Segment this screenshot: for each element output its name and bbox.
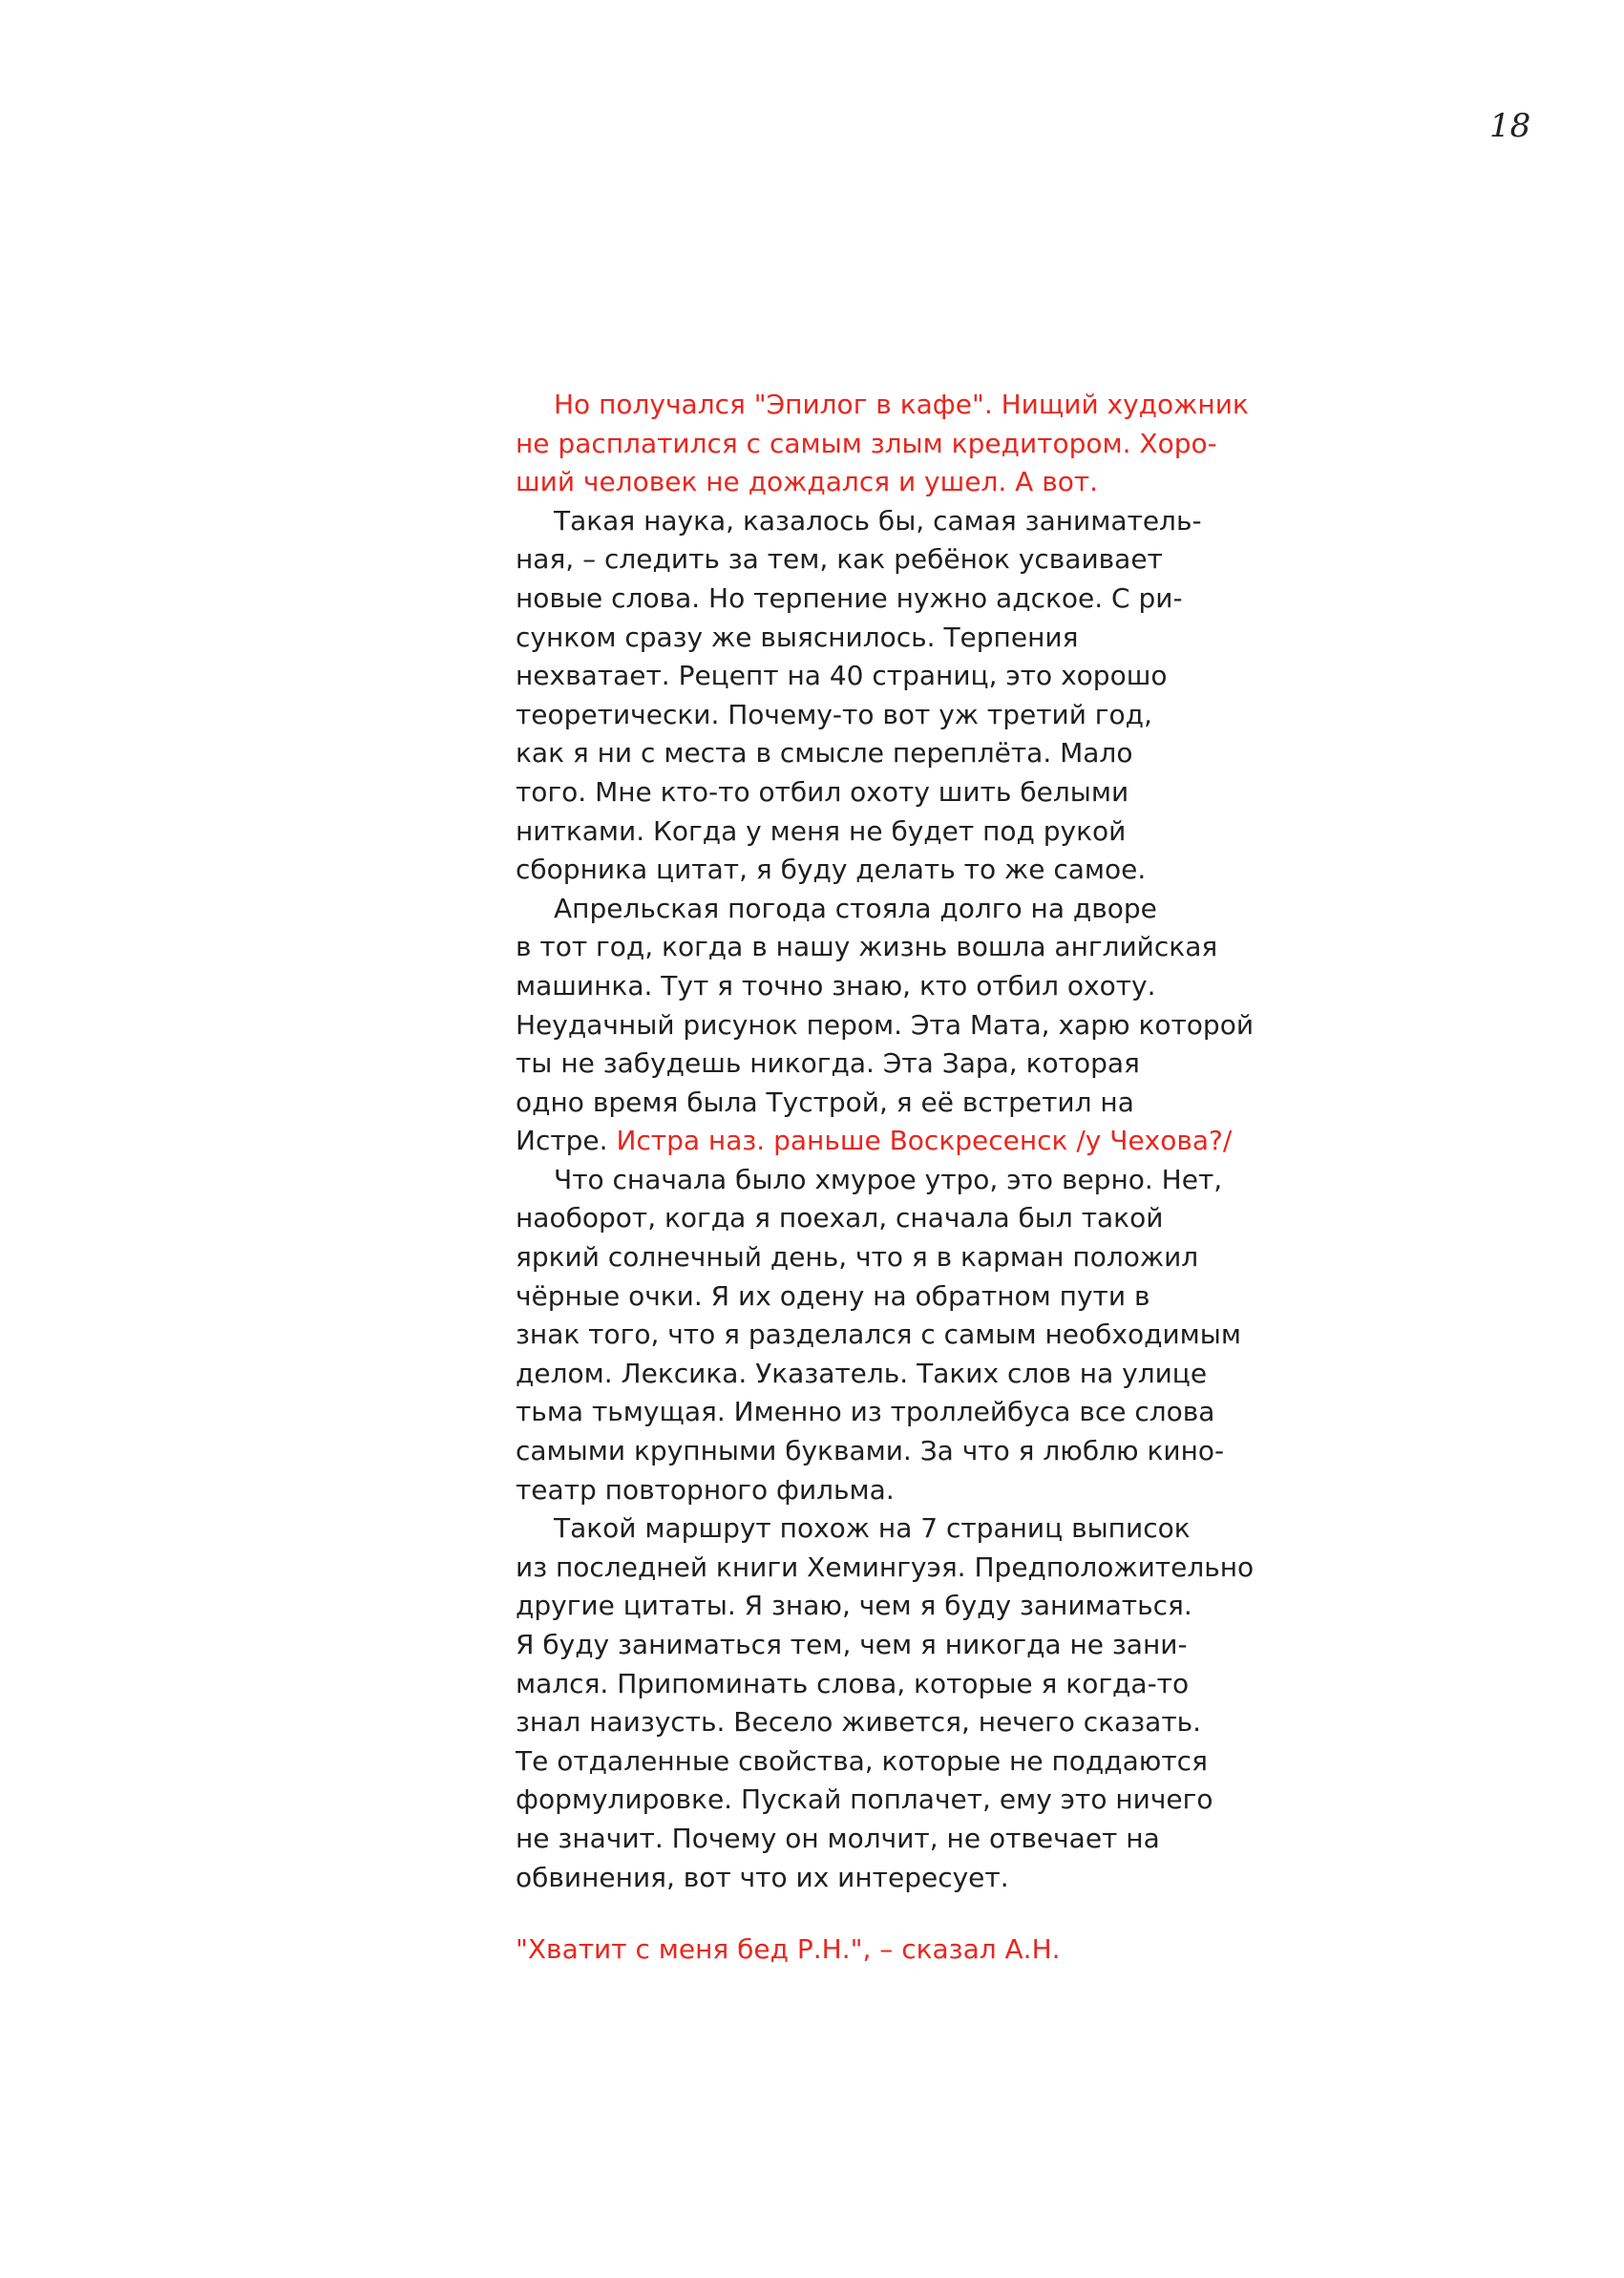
body-text-segment: яркий солнечный день, что я в карман положил	[516, 1241, 1199, 1274]
body-text-segment: Такой маршрут похож на 7 страниц выписок	[554, 1512, 1191, 1545]
text-line	[516, 1084, 1279, 1123]
body-text-segment: не значит. Почему он молчит, не отвечает на	[516, 1822, 1160, 1854]
body-text-segment: теоретически. Почему-то вот уж третий год,	[516, 698, 1152, 730]
text-line	[516, 1703, 1279, 1742]
text-line	[516, 1122, 1279, 1161]
text-line	[516, 1044, 1279, 1084]
body-text-segment: делом. Лексика. Указатель. Таких слов на улице	[516, 1357, 1208, 1389]
body-text-segment: сунком сразу же выяснилось. Терпения	[516, 621, 1079, 653]
body-text-segment: в тот год, когда в нашу жизнь вошла английская	[516, 931, 1218, 963]
body-text-segment: одно время была Тустрой, я её встретил на	[516, 1086, 1134, 1118]
text-line	[516, 1161, 1279, 1200]
text-line	[516, 890, 1279, 929]
body-text-segment: из последней книги Хемингуэя. Предположительно	[516, 1550, 1255, 1583]
text-line	[516, 851, 1279, 890]
text-line	[516, 696, 1279, 735]
body-text-segment: Те отдаленные свойства, которые не поддаются	[516, 1744, 1208, 1777]
text-line	[516, 1587, 1279, 1626]
body-text-segment: формулировке. Пускай поплачет, ему это ничего	[516, 1783, 1213, 1816]
text-line	[516, 1859, 1279, 1898]
text-line	[516, 1742, 1279, 1782]
body-text-segment: театр повторного фильма.	[516, 1473, 895, 1506]
body-text-segment: Неудачный рисунок пером. Эта Мата, харю которой	[516, 1008, 1255, 1041]
text-line	[516, 463, 1279, 502]
annotation-text: ший человек не дождался и ушел. А вот.	[516, 466, 1099, 498]
body-text-segment: того. Мне кто-то отбил охоту шить белыми	[516, 775, 1129, 808]
annotation-text: Истра наз. раньше Воскресенск /у Чехова?/	[616, 1125, 1233, 1157]
body-text-segment: обвинения, вот что их интересует.	[516, 1861, 1009, 1893]
body-text-segment: ты не забудешь никогда. Эта Зара, которая	[516, 1047, 1140, 1080]
text-line	[516, 1665, 1279, 1704]
text-line	[516, 773, 1279, 812]
body-text-segment: Апрельская погода стояла долго на дворе	[554, 892, 1157, 924]
text-line	[516, 619, 1279, 658]
text-line	[516, 386, 1279, 425]
text-line	[516, 657, 1279, 696]
text-line	[516, 1199, 1279, 1238]
text-line	[516, 1509, 1279, 1549]
body-text-segment: наоборот, когда я поехал, сначала был такой	[516, 1202, 1164, 1234]
body-text-segment: новые слова. Но терпение нужно адское. С ри-	[516, 581, 1183, 614]
body-text-segment: Такая наука, казалось бы, самая заниматель-	[554, 504, 1202, 537]
spacer	[516, 1897, 1279, 1930]
body-text-segment: ная, – следить за тем, как ребёнок усваивает	[516, 543, 1163, 576]
body-text-segment: Я буду заниматься тем, чем я никогда не зани-	[516, 1629, 1188, 1660]
body-text-segment: как я ни с места в смысле переплёта. Мало	[516, 737, 1133, 770]
text-line	[516, 734, 1279, 773]
text-line	[516, 928, 1279, 967]
body-text-segment: нитками. Когда у меня не будет под рукой	[516, 814, 1127, 847]
body-text-segment: Истре.	[516, 1125, 617, 1157]
text-line	[516, 1549, 1279, 1588]
text-line	[516, 967, 1279, 1006]
body-text-segment: знал наизусть. Весело живется, нечего сказать.	[516, 1706, 1202, 1739]
text-line	[516, 1781, 1279, 1820]
body-text-segment: чёрные очки. Я их одену на обратном пути в	[516, 1279, 1150, 1312]
annotation-text: Но получался "Эпилог в кафе". Нищий художник	[554, 389, 1249, 420]
body-text-segment: сборника цитат, я буду делать то же самое.	[516, 854, 1147, 886]
body-text-segment: самыми крупными буквами. За что я люблю кино-	[516, 1435, 1225, 1467]
text-line	[516, 812, 1279, 852]
text-line	[516, 580, 1279, 619]
body-text-segment: нехватает. Рецепт на 40 страниц, это хорошо	[516, 660, 1168, 692]
body-text-segment: Что сначала было хмурое утро, это верно. Нет,	[554, 1163, 1223, 1195]
text-line	[516, 1626, 1279, 1665]
text-line	[516, 1355, 1279, 1394]
body-text-segment: другие цитаты. Я знаю, чем я буду заниматься.	[516, 1590, 1192, 1622]
text-line	[516, 1432, 1279, 1471]
closing-quote: "Хватит с меня бед Р.Н.", – сказал А.Н.	[516, 1933, 1061, 1966]
text-line	[516, 502, 1279, 541]
text-line	[516, 1471, 1279, 1510]
text-line	[516, 425, 1279, 464]
body-text-segment: знак того, что я разделался с самым необходимым	[516, 1318, 1242, 1351]
body-text-segment: машинка. Тут я точно знаю, кто отбил охоту.	[516, 969, 1156, 1002]
text-line	[516, 1820, 1279, 1859]
body-text	[516, 386, 1279, 1970]
text-line	[516, 540, 1279, 580]
annotation-text: не расплатился с самым злым кредитором. Хоро-	[516, 427, 1217, 459]
body-text-segment: мался. Припоминать слова, которые я когда-то	[516, 1667, 1190, 1699]
page-number: 18	[1489, 107, 1531, 145]
text-line	[516, 1393, 1279, 1432]
text-line	[516, 1238, 1279, 1277]
text-line	[516, 1006, 1279, 1045]
text-line	[516, 1316, 1279, 1355]
text-line	[516, 1277, 1279, 1317]
body-text-segment: тьма тьмущая. Именно из троллейбуса все слова	[516, 1396, 1215, 1428]
